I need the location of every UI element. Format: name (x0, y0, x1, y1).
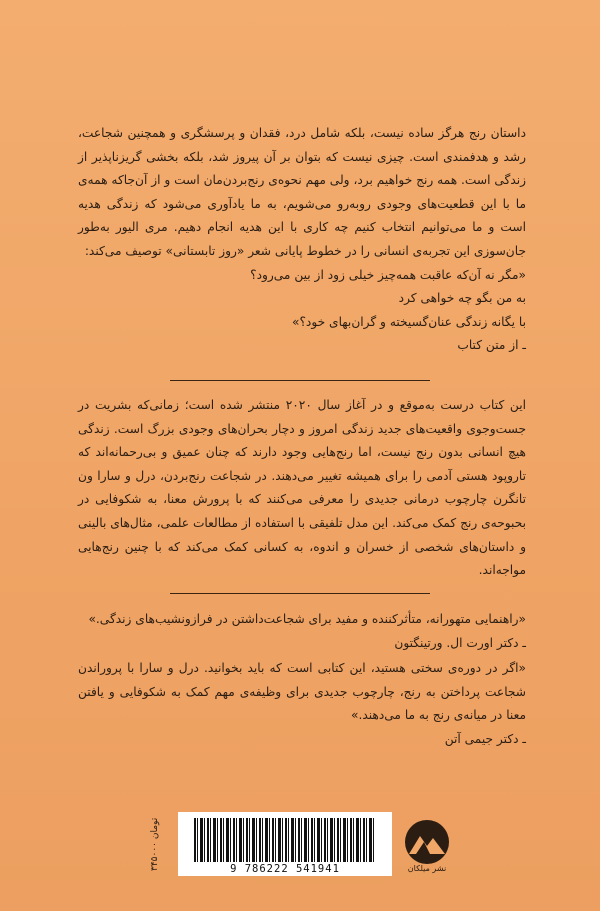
publisher-name: نشر میلکان (407, 864, 447, 873)
blurb-2-quote: «اگر در دوره‌ی سختی هستید، این کتابی است که باید بخوانید. درل و سارا با پروراندن شجاعت پرداختن به رنج، چارچوب جدیدی برای وظیفه‌ی مهم کمک به شکوفایی و یافتن معنا در میانه‌ی رنج به ما می‌دهند.» (78, 661, 526, 723)
divider-line (170, 380, 430, 381)
blurb-1-quote: «راهنمایی متهورانه، متأثرکننده و مفید برای شجاعت‌داشتن در فرازونشیب‌های زندگی.» (88, 612, 526, 626)
excerpt-block (78, 122, 526, 358)
description-block (78, 394, 526, 583)
blurb-1-author: ـ دکتر اورت ال. ورتینگتون (394, 635, 526, 650)
blurb-2-author: ـ دکتر جیمی آتن (444, 731, 526, 746)
description-paragraph: این کتاب درست به‌موقع و در آغاز سال ۲۰۲۰ منتشر شده است؛ زمانی‌که بشریت در جست‌وجوی واقعیت‌های جدید زندگی امروز و دچار بحران‌های وجودی بزرگ است. زندگی هیچ انسانی بدون رنج نیست، اما رنج‌هایی وجود دارند که چنان عمیق و بی‌رحمانه‌اند که تاروپود هستی آدمی را برای همیشه تغییر می‌دهند. در شجاعت رنج‌بردن، درل و سارا ون تانگرن چارچوب درمانی جدیدی را معرفی می‌کنند که با پرورش معنا، به شکوفایی در بحبوحه‌ی رنج کمک می‌کند. این مدل تلفیقی با استفاده از مطالعات علمی، مثال‌های بالینی و داستان‌های شخصی از خسران و اندوه، به کسانی کمک می‌کند که با چنین رنج‌هایی مواجه‌اند. (78, 398, 526, 578)
barcode-bars (194, 818, 376, 862)
blurb-2 (78, 657, 526, 751)
excerpt-paragraph: داستان رنج هرگز ساده نیست، بلکه شامل درد، فقدان و پرسشگری و همچنین شجاعت، رشد و هدفمندی است. چیزی نیست که بتوان بر آن پیروز شد، بلکه بخشی گریزناپذیر از زندگی است. همه رنج خواهیم برد، ولی مهم نحوه‌ی رنج‌بردن‌مان است و از آن‌جاکه همه‌ی ما با این قطعیت‌های وجودی روبه‌رو می‌شویم، به ما یادآوری می‌شود که زندگی هدیه است و ما می‌توانیم انتخاب کنیم چه کاری با این هدیه انجام دهیم. مری الیور به‌طور جان‌سوزی این تجربه‌ی انسانی را در خطوط پایانی شعر «روز تابستانی» توصیف می‌کند: (78, 126, 526, 258)
barcode-number: 9 786222 541941 (230, 863, 340, 875)
poem-line-1: «مگر نه آن‌که عاقبت همه‌چیز خیلی زود از بین می‌رود؟ (250, 267, 526, 282)
poem-line-2: به من بگو چه خواهی کرد (398, 291, 526, 306)
poem-line-3: با یگانه زندگی عنان‌گسیخته و گران‌بهای خود؟» (292, 314, 526, 329)
blurb-1 (78, 608, 526, 655)
divider-line (170, 593, 430, 594)
isbn-barcode (178, 812, 392, 876)
price-label: ۳۴۵۰۰۰ تومان (150, 817, 160, 871)
excerpt-source: ـ از متن کتاب (457, 338, 526, 353)
